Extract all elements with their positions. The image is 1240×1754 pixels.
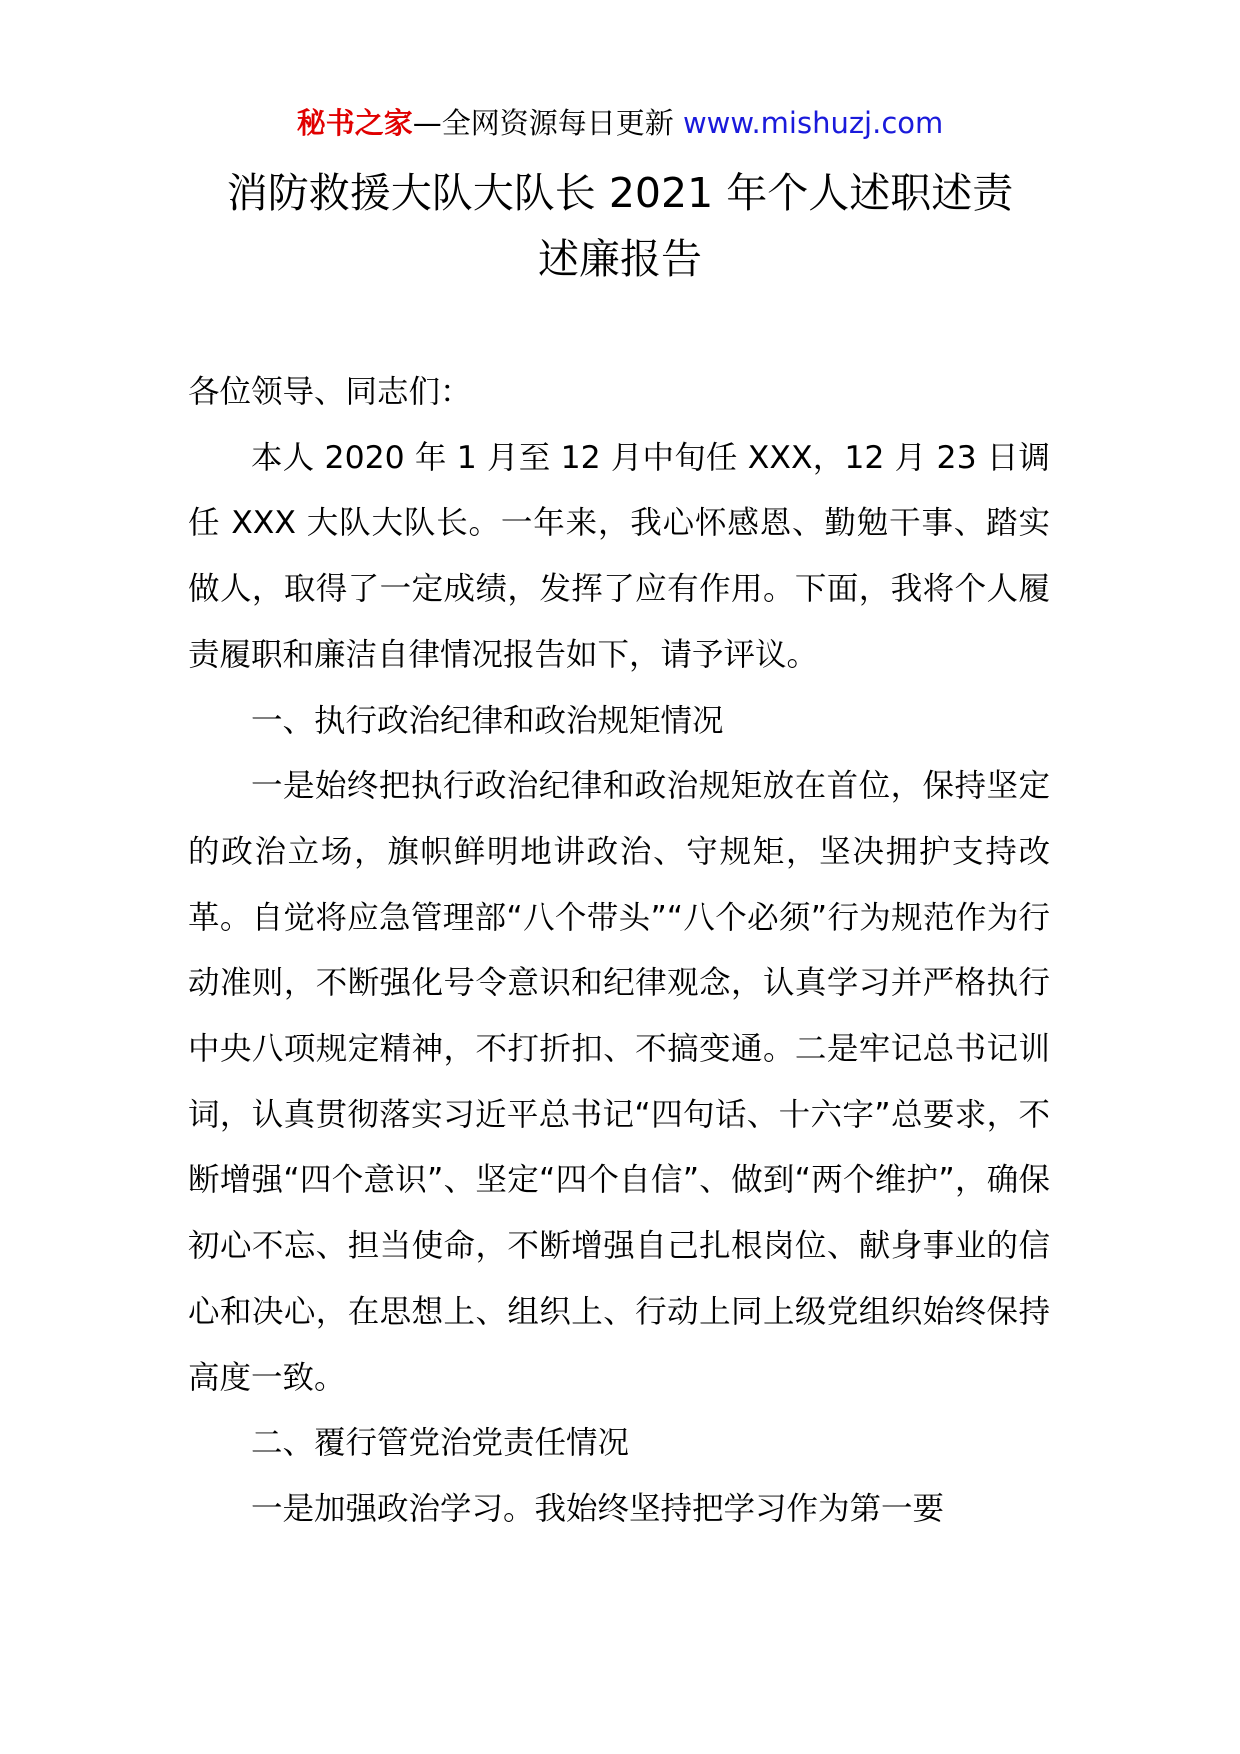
document-body	[188, 360, 1050, 1543]
salutation: 各位领导、同志们：	[188, 374, 472, 410]
brand-name: 秘书之家	[296, 106, 413, 140]
banner-tagline: —全网资源每日更新	[412, 106, 674, 140]
title-line-1: 消防救援大队大队长 2021 年个人述职述责	[226, 169, 1014, 217]
section-1-heading: 一、执行政治纪律和政治规矩情况	[251, 702, 724, 739]
intro-paragraph: 本人 2020 年 1 月至 12 月中旬任 XXX，12 月 23 日调任 XXX 大队大队长。一年来，我心怀感恩、勤勉干事、踏实做人，取得了一定成绩，发挥了应有作用。下面，我将个人履责履职和廉洁自律情况报告如下，请予评议。	[188, 439, 1050, 673]
section-1-paragraph: 一是始终把执行政治纪律和政治规矩放在首位，保持坚定的政治立场，旗帜鲜明地讲政治、守规矩，坚决拥护支持改革。自觉将应急管理部“八个带头”“八个必须”行为规范作为行动准则，不断强化号令意识和纪律观念，认真学习并严格执行中央八项规定精神，不打折扣、不搞变通。二是牢记总书记训词，认真贯彻落实习近平总书记“四句话、十六字”总要求，不断增强“四个意识”、坚定“四个自信”、做到“两个维护”，确保初心不忘、担当使命，不断增强自己扎根岗位、献身事业的信心和决心，在思想上、组织上、行动上同上级党组织始终保持高度一致。	[188, 768, 1050, 1396]
section-2-heading: 二、覆行管党治党责任情况	[251, 1425, 630, 1462]
document-title	[150, 160, 1090, 292]
site-banner	[0, 100, 1240, 146]
site-url-link[interactable]: www.mishuzj.com	[682, 106, 944, 140]
title-line-2: 述廉报告	[538, 235, 702, 283]
section-2-paragraph: 一是加强政治学习。我始终坚持把学习作为第一要	[251, 1490, 945, 1527]
